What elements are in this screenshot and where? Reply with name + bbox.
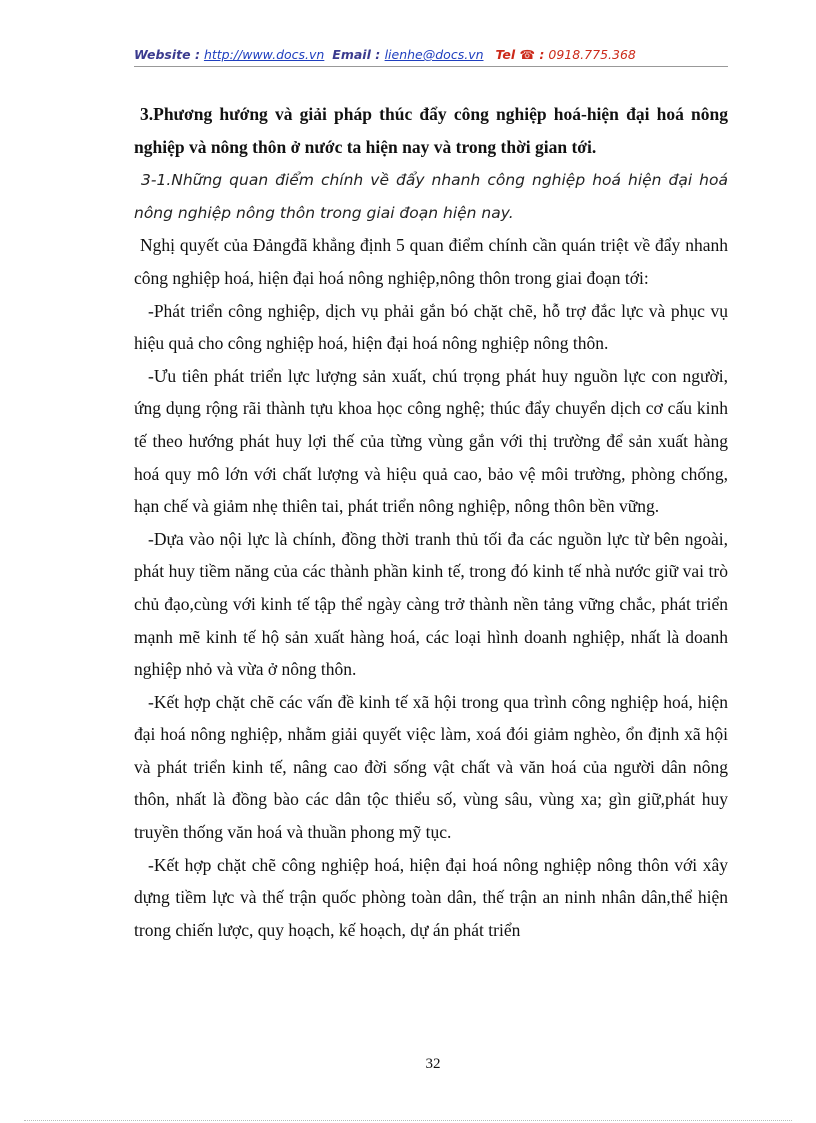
point-paragraph-5: -Kết hợp chặt chẽ công nghiệp hoá, hiện đại hoá nông nghiệp nông thôn với xây dựng tiềm lực và thế trận quốc phòng toàn dân, thế trận an ninh nhân dân,thể hiện trong chiến lược, quy hoạch, kế hoạch, dự án phát triển xyxy=(134,854,728,940)
tel-number: 0918.775.368 xyxy=(548,47,636,62)
intro-paragraph: Nghị quyết của Đảngđã khẳng định 5 quan điểm chính cần quán triệt về đẩy nhanh công nghiệp hoá, hiện đại hoá nông nghiệp,nông thôn trong giai đoạn tới: xyxy=(134,235,728,288)
point-paragraph-1: -Phát triển công nghiệp, dịch vụ phải gắn bó chặt chẽ, hỗ trợ đắc lực và phục vụ hiệu quả cho công nghiệp hoá, hiện đại hoá nông nghiệp nông thôn. xyxy=(134,300,728,354)
page-number: 32 xyxy=(425,1056,441,1072)
document-body xyxy=(134,98,728,946)
section-heading: 3.Phương hướng và giải pháp thúc đẩy công nghiệp hoá-hiện đại hoá nông nghiệp và nông thôn ở nước ta hiện nay và trong thời gian tới. xyxy=(134,104,728,157)
point-paragraph-4: -Kết hợp chặt chẽ các vấn đề kinh tế xã hội trong qua trình công nghiệp hoá, hiện đại hoá nông nghiệp, nhằm giải quyết việc làm, xoá đói giảm nghèo, ổn định xã hội và phát triển kinh tế, nâng cao đời sống vật chất và văn hoá của người dân nông thôn, nhất là đồng bào các dân tộc thiểu số, vùng sâu, vùng xa; gìn giữ,phát huy truyền thống văn hoá và thuần phong mỹ tục. xyxy=(134,691,728,843)
email-link[interactable]: lienhe@docs.vn xyxy=(384,47,484,62)
tel-label: Tel ☎ : xyxy=(495,47,545,62)
website-label: Website : xyxy=(134,47,200,62)
point-paragraph-2: -Ưu tiên phát triển lực lượng sản xuất, chú trọng phát huy nguồn lực con người, ứng dụng rộng rãi thành tựu khoa học công nghệ; thúc đẩy chuyển dịch cơ cấu kinh tế theo hướng phát huy lợi thế của từng vùng gắn với thị trường để sản xuất hàng hoá quy mô lớn với chất lượng và hiệu quả cao, bảo vệ môi trường, phòng chống, hạn chế và giảm nhẹ thiên tai, phát triển nông nghiệp, nông thôn bền vững. xyxy=(134,365,728,517)
point-paragraph-3: -Dựa vào nội lực là chính, đồng thời tranh thủ tối đa các nguồn lực từ bên ngoài, phát huy tiềm năng của các thành phần kinh tế, trong đó kinh tế nhà nước giữ vai trò chủ đạo,cùng với kinh tế tập thể ngày càng trở thành nền tảng vững chắc, phát triển mạnh mẽ kinh tế hộ sản xuất hàng hoá, các loại hình doanh nghiệp, nhất là doanh nghiệp nhỏ và vừa ở nông thôn. xyxy=(134,528,728,680)
email-label: Email xyxy=(332,47,371,62)
header-divider xyxy=(134,66,728,67)
website-link[interactable]: http://www.docs.vn xyxy=(203,47,325,62)
page-bottom-border xyxy=(24,1120,792,1121)
page-header xyxy=(134,47,728,62)
subsection-heading: 3-1.Những quan điểm chính về đẩy nhanh công nghiệp hoá hiện đại hoá nông nghiệp nông thôn trong giai đoạn hiện nay. xyxy=(134,171,728,222)
email-separator: : xyxy=(370,47,385,62)
